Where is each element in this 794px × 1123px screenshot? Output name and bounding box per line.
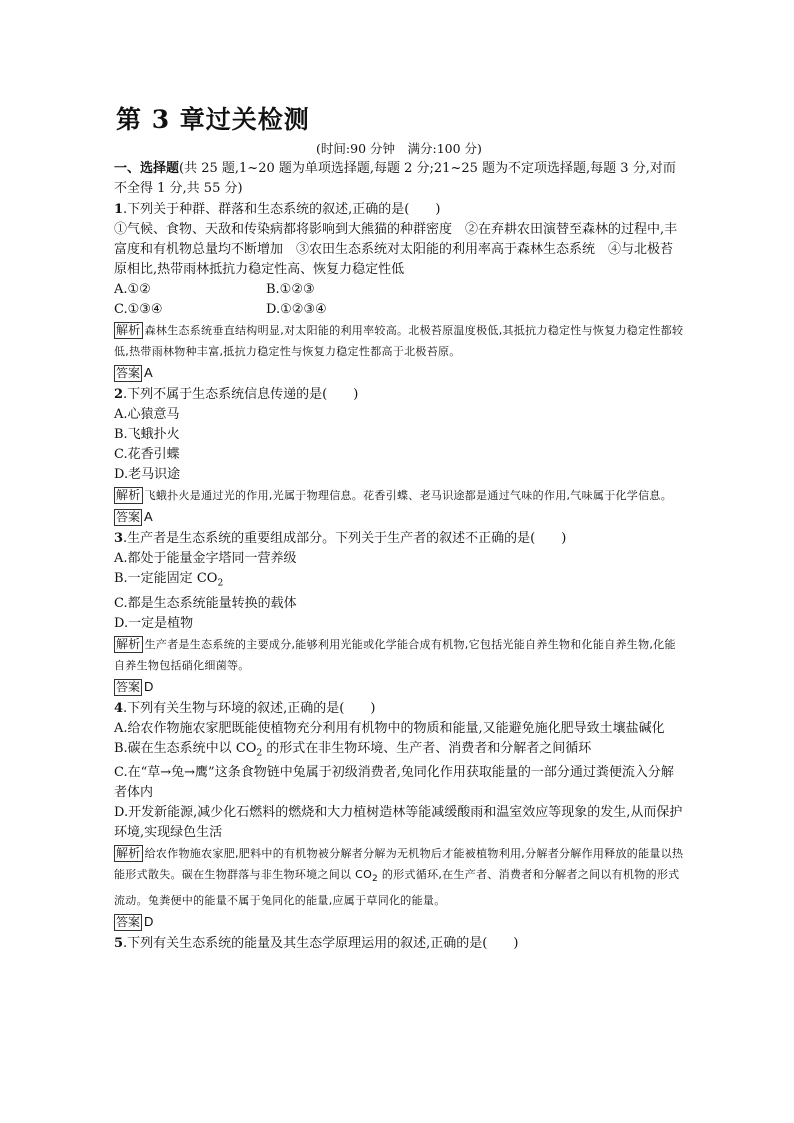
question-text: .下列有关生物与环境的叙述,正确的是( ) [123,700,376,716]
question-number: 5 [114,936,124,952]
explanation-text-rest: 的形式循环,在生产者、消费者和分解者之间以有机物的形式流动。兔粪便中的能量不属于兔同化的能量,应属于草同化的能量。 [114,868,680,908]
answer-tag: 答案 [116,679,141,694]
option-c: C.花香引蝶 [114,447,180,462]
answer [114,912,684,933]
explanation-text: 给农作物施农家肥,肥料中的有机物被分解者分解为无机物后才能被植物利用,分解者分解作用释放的能量以热能形式散失。碳在生物群落与非生物环境之间以 CO [114,847,684,882]
question-number: 1 [114,202,124,217]
option-b-text: B.碳在生态系统中以 CO [114,740,257,756]
explanation-text: 飞蛾扑火是通过光的作用,光属于物理信息。花香引蝶、老马识途都是通过气味的作用,气味属于化学信息。 [144,489,672,502]
option-d: D.开发新能源,减少化石燃料的燃烧和大力植树造林等能减缓酸雨和温室效应等现象的发生,从而保护环境,实现绿色生活 [114,805,683,841]
explanation-tag: 解析 [116,636,141,651]
subscript: 2 [217,578,224,589]
question-text: .生产者是生态系统的重要组成部分。下列关于生产者的叙述不正确的是( ) [123,531,567,546]
question-3 [114,529,684,698]
option-d: D.老马识途 [114,467,181,482]
question-text: .下列有关生态系统的能量及其生态学原理运用的叙述,正确的是( ) [123,936,519,952]
answer-tag: 答案 [116,366,141,380]
explanation [114,634,684,676]
option-b-text-rest: 的形式在非生物环境、生产者、消费者和分解者之间循环 [262,740,592,756]
answer-tag: 答案 [116,915,141,930]
question-4 [114,699,684,934]
explanation-tag: 解析 [116,323,141,337]
page-title: 第 3 章过关检测 [116,105,310,134]
option-a: A.①② [114,282,151,297]
explanation [114,485,684,506]
question-text: .下列不属于生态系统信息传递的是( ) [123,387,359,402]
question-number: 3 [114,531,124,546]
subscript: 2 [372,874,379,885]
explanation [114,843,684,911]
question-5 [114,934,684,954]
answer-value: A [144,509,153,524]
question-2 [114,385,684,528]
option-b [114,569,684,594]
question-stem [114,529,684,549]
exam-info: (时间:90 分钟 满分:100 分) [316,141,482,156]
answer-value: D [144,914,154,930]
option-b [114,739,684,764]
option-b: B.飞蛾扑火 [114,427,180,442]
option-c: C.都是生态系统能量转换的载体 [114,595,297,611]
question-number: 2 [114,387,124,402]
answer [114,507,684,528]
explanation [114,320,684,362]
question-stem [114,385,684,405]
explanation-tag: 解析 [116,488,141,502]
options-row [114,300,684,320]
option-d: D.①②③④ [266,302,327,317]
option-a: A.都处于能量金字塔同一营养级 [114,551,297,566]
section-instructions: (共 25 题,1~20 题为单项选择题,每题 2 分;21~25 题为不定项选择题,每题 3 分,对而不全得 1 分,共 55 分) [114,161,676,196]
answer-value: A [144,365,153,380]
option-b-text: B.一定能固定 CO [114,571,218,586]
section-label: 一、选择题 [114,161,180,176]
explanation-text: 生产者是生态系统的主要成分,能够利用光能或化学能合成有机物,它包括光能自养生物和化能自养生物,化能自养生物包括硝化细菌等。 [114,637,676,672]
section-heading [114,159,684,199]
option-a: A.心猿意马 [114,407,180,422]
question-stem [114,934,684,954]
question-number: 4 [114,700,124,716]
option-c: C.①③④ [114,302,163,317]
answer-value: D [144,678,154,694]
explanation-tag: 解析 [116,846,141,861]
option-c: C.在“草→兔→鹰”这条食物链中兔属于初级消费者,兔同化作用获取能量的一部分通过粪便流入分解者体内 [114,765,674,801]
question-1 [114,200,684,384]
question-stem [114,699,684,719]
option-d: D.一定是植物 [114,615,194,631]
question-stem [114,200,684,220]
question-statements: ①气候、食物、天敌和传染病都将影响到大熊猫的种群密度 ②在弃耕农田演替至森林的过程中,丰富度和有机物总量均不断增加 ③农田生态系统对太阳能的利用率高于森林生态系统 ④与北极苔原相比,热带雨林抵抗力稳定性高、恢复力稳定性低 [114,222,678,277]
question-text: .下列关于种群、群落和生态系统的叙述,正确的是( ) [123,202,441,217]
option-a: A.给农作物施农家肥既能使植物充分利用有机物中的物质和能量,又能避免施化肥导致土壤盐碱化 [114,720,665,736]
explanation-text: 森林生态系统垂直结构明显,对太阳能的利用率较高。北极苔原温度极低,其抵抗力稳定性与恢复力稳定性都较低,热带雨林物种丰富,抵抗力稳定性与恢复力稳定性都高于北极苔原。 [114,324,684,358]
answer-tag: 答案 [116,510,141,524]
options-row [114,280,684,300]
document-content [114,104,684,954]
subscript: 2 [256,748,263,759]
answer [114,677,684,698]
option-b: B.①②③ [266,282,315,297]
answer [114,363,684,384]
